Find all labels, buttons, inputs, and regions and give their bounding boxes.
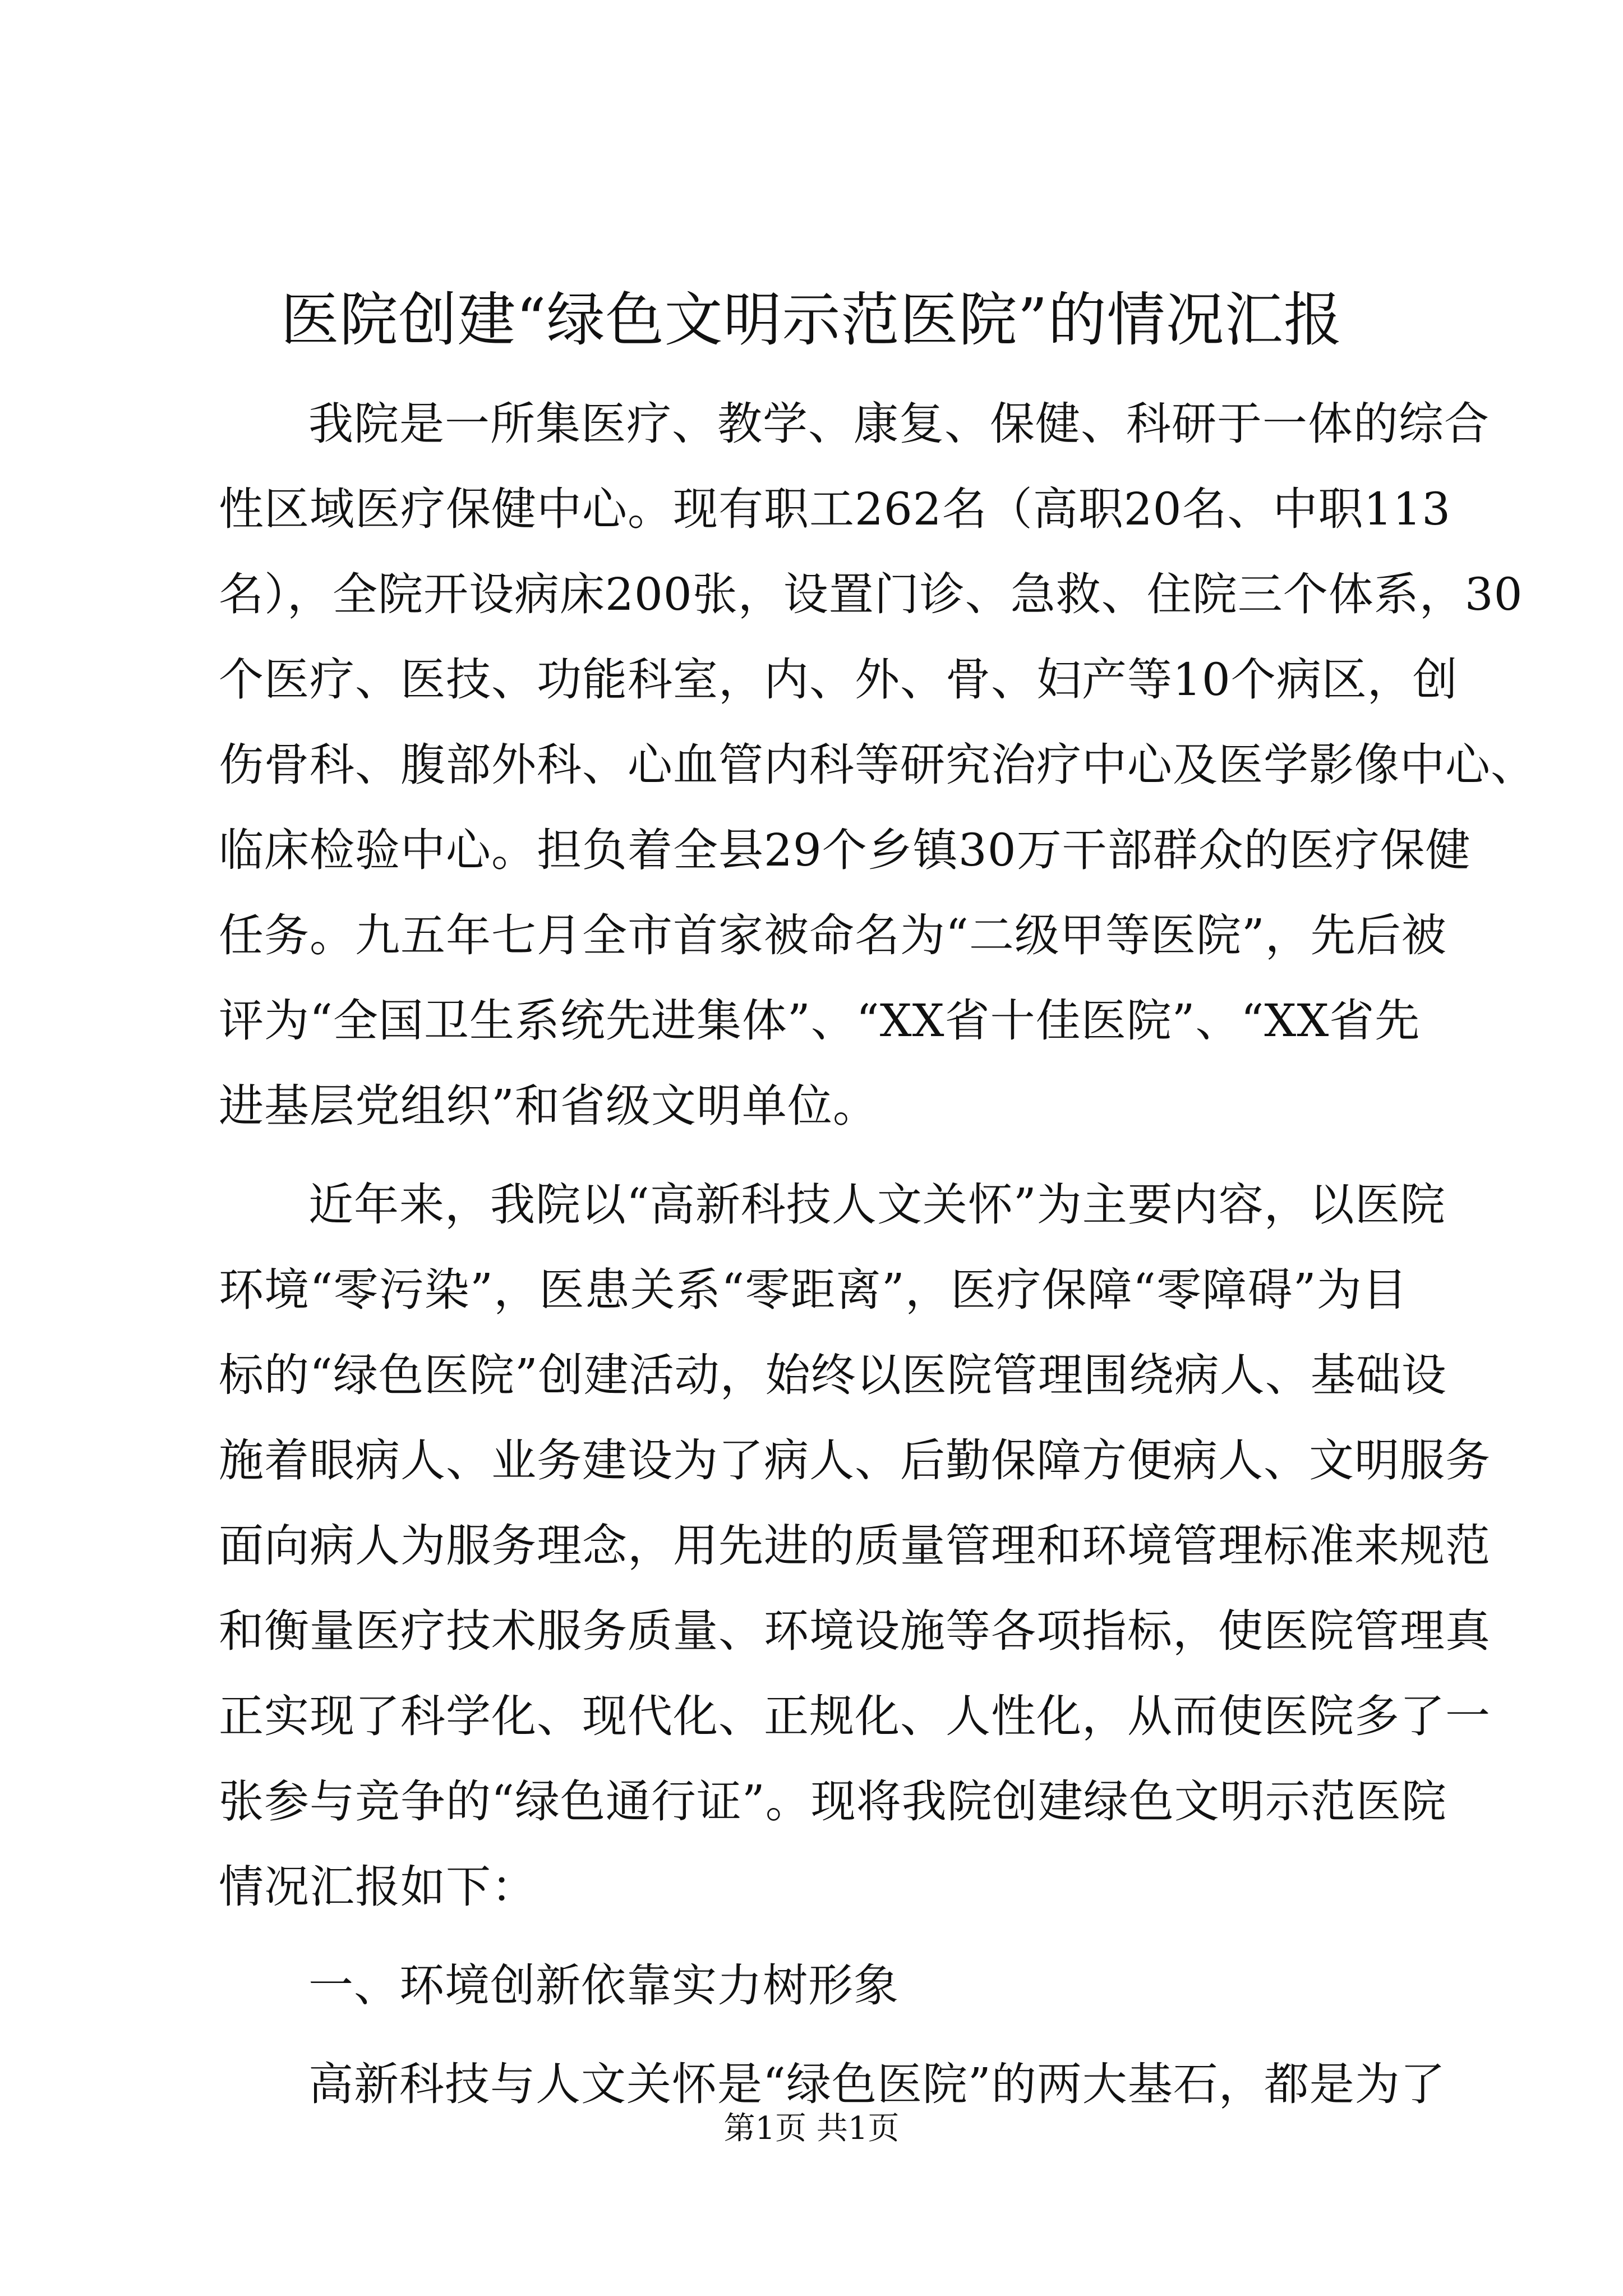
paragraph-1 (219, 381, 1536, 1149)
paragraph-line: 名），全院开设病床200张，设置门诊、急救、住院三个体系，30 (219, 568, 1523, 620)
paragraph-line: 任务。九五年七月全市首家被命名为“二级甲等医院”，先后被 (219, 909, 1447, 961)
paragraph-line: 正实现了科学化、现代化、正规化、人性化，从而使医院多了一 (219, 1690, 1491, 1742)
paragraph-line: 情况汇报如下： (219, 1861, 537, 1913)
paragraph-line: 进基层党组织”和省级文明单位。 (219, 1080, 878, 1132)
document-body (219, 381, 1536, 2127)
paragraph-line: 个医疗、医技、功能科室，内、外、骨、妇产等10个病区，创 (219, 654, 1458, 706)
paragraph-spacer (219, 1930, 1408, 1943)
paragraph-line: 伤骨科、腹部外科、心血管内科等研究治疗中心及医学影像中心、 (219, 739, 1536, 791)
paragraph-line: 张参与竞争的“绿色通行证”。现将我院创建绿色文明示范医院 (219, 1775, 1447, 1828)
paragraph-line: 施着眼病人、业务建设为了病人、后勤保障方便病人、文明服务 (219, 1434, 1491, 1487)
section-heading (219, 1943, 1408, 2028)
document-title: 医院创建“绿色文明示范医院”的情况汇报 (280, 286, 1343, 354)
paragraph-spacer (219, 1149, 1408, 1162)
paragraph-line: 临床检验中心。担负着全县29个乡镇30万干部群众的医疗保健 (219, 824, 1471, 876)
paragraph-line: 高新科技与人文关怀是“绿色医院”的两大基石，都是为了 (308, 2058, 1446, 2110)
section-heading-text: 一、环境创新依靠实力树形象 (308, 1959, 899, 2012)
paragraph-line: 面向病人为服务理念，用先进的质量管理和环境管理标准来规范 (219, 1520, 1491, 1572)
paragraph-line: 性区域医疗保健中心。现有职工262名（高职20名、中职113 (219, 483, 1451, 535)
page-footer: 第1页 共1页 (723, 2110, 900, 2147)
paragraph-line: 标的“绿色医院”创建活动，始终以医院管理围绕病人、基础设 (219, 1349, 1447, 1401)
paragraph-spacer (219, 2028, 1408, 2042)
paragraph-line: 近年来，我院以“高新科技人文关怀”为主要内容，以医院 (308, 1179, 1446, 1231)
paragraph-2 (219, 1162, 1491, 1930)
paragraph-line: 我院是一所集医疗、教学、康复、保健、科研于一体的综合 (308, 398, 1490, 450)
paragraph-line: 环境“零污染”，医患关系“零距离”，医疗保障“零障碍”为目 (219, 1264, 1408, 1316)
paragraph-line: 和衡量医疗技术服务质量、环境设施等各项指标，使医院管理真 (219, 1605, 1491, 1657)
paragraph-line: 评为“全国卫生系统先进集体”、“XX省十佳医院”、“XX省先 (219, 995, 1421, 1047)
